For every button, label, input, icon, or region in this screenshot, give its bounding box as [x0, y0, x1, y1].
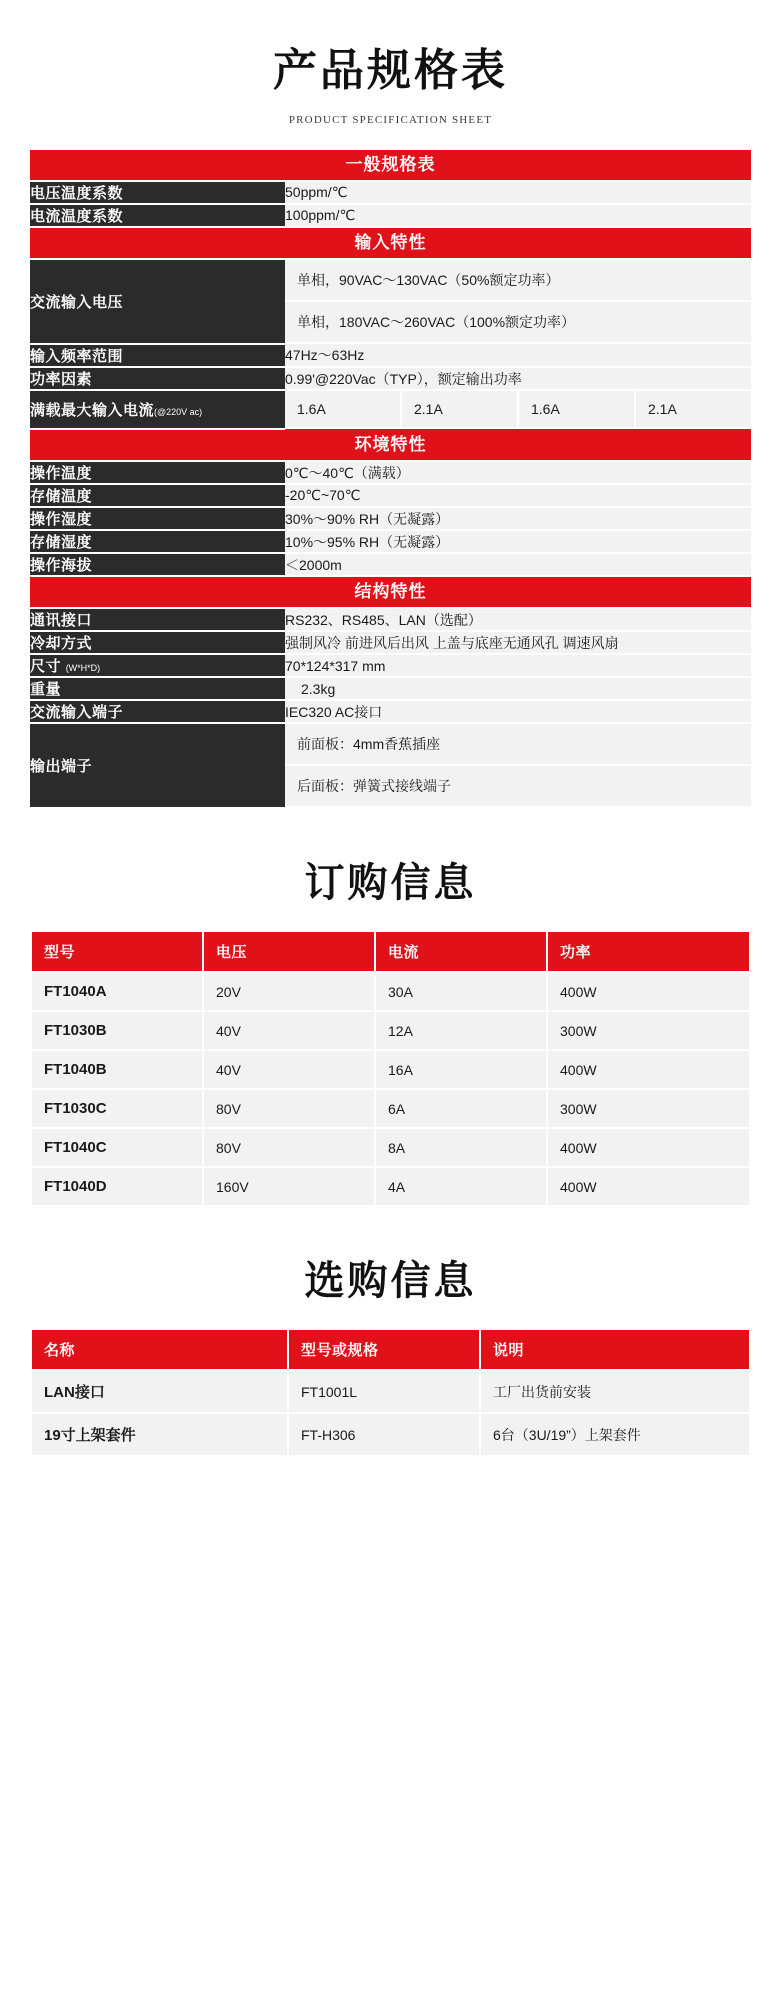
cell-model: FT1040D — [32, 1168, 202, 1205]
spec-value: 2.1A — [402, 391, 519, 429]
cell-voltage: 160V — [204, 1168, 374, 1205]
spec-label: 输入频率范围 — [30, 344, 285, 367]
column-header: 名称 — [32, 1330, 287, 1369]
cell-current: 12A — [376, 1012, 546, 1049]
cell-current: 8A — [376, 1129, 546, 1166]
cell-voltage: 80V — [204, 1090, 374, 1127]
spec-row — [30, 344, 751, 367]
spec-label-with-note — [30, 390, 285, 429]
spec-row — [30, 462, 751, 484]
spec-value: 10%～95% RH（无凝露） — [285, 530, 751, 553]
cell-model: FT1030B — [32, 1012, 202, 1049]
cell-power: 300W — [548, 1090, 749, 1127]
spec-value: 单相，180VAC～260VAC（100%额定功率） — [285, 302, 751, 344]
cell-voltage: 20V — [204, 973, 374, 1010]
spec-value: 50ppm/℃ — [285, 182, 751, 204]
option-table — [30, 1328, 751, 1457]
spec-value: RS232、RS485、LAN（选配） — [285, 609, 751, 631]
spec-label: 操作海拔 — [30, 553, 285, 576]
spec-row — [30, 484, 751, 507]
spec-label: 重量 — [30, 677, 285, 700]
spec-label: 电流温度系数 — [30, 204, 285, 227]
cell-current: 6A — [376, 1090, 546, 1127]
spec-value: 2.1A — [636, 391, 751, 429]
spec-value: 100ppm/℃ — [285, 204, 751, 227]
spec-label: 存储温度 — [30, 484, 285, 507]
spec-value: 单相，90VAC～130VAC（50%额定功率） — [285, 260, 751, 302]
spec-row — [30, 609, 751, 631]
cell-power: 300W — [548, 1012, 749, 1049]
spec-label-note: (W*H*D) — [65, 663, 101, 673]
order-section-title: 订购信息 — [304, 860, 477, 906]
spec-label: 电压温度系数 — [30, 182, 285, 204]
table-row — [32, 1012, 749, 1049]
spec-value: 前面板：4mm香蕉插座 — [285, 724, 751, 766]
spec-label: 输出端子 — [30, 723, 285, 808]
cell-power: 400W — [548, 1129, 749, 1166]
spec-value: 1.6A — [285, 391, 402, 429]
table-row — [32, 1414, 749, 1455]
section-band-row — [30, 150, 751, 180]
section-band-environment: 环境特性 — [30, 429, 751, 460]
cell-power: 400W — [548, 1168, 749, 1205]
page-title: 产品规格表 — [273, 45, 508, 96]
column-header: 电流 — [376, 932, 546, 971]
spec-row — [30, 530, 751, 553]
table-row — [32, 1168, 749, 1205]
spec-row — [30, 182, 751, 204]
spec-row — [30, 204, 751, 227]
table-header-row — [32, 1330, 749, 1369]
section-band-general: 一般规格表 — [30, 150, 751, 180]
spec-row — [30, 507, 751, 530]
cell-current: 16A — [376, 1051, 546, 1088]
table-row — [32, 1371, 749, 1412]
cell-current: 4A — [376, 1168, 546, 1205]
spec-value-stack — [285, 260, 751, 344]
spec-value: ＜2000m — [285, 553, 751, 576]
spec-row — [30, 553, 751, 576]
spec-value: 强制风冷 前进风后出风 上盖与底座无通风孔 调速风扇 — [285, 631, 751, 654]
spec-row — [30, 260, 751, 344]
column-header: 说明 — [481, 1330, 749, 1369]
spec-row — [30, 677, 751, 700]
column-header: 型号或规格 — [289, 1330, 479, 1369]
cell-current: 30A — [376, 973, 546, 1010]
spec-value-stack — [285, 723, 751, 808]
spec-value: -20℃~70℃ — [285, 484, 751, 507]
spec-label: 交流输入端子 — [30, 700, 285, 723]
table-row — [32, 1090, 749, 1127]
cell-model: FT-H306 — [289, 1414, 479, 1455]
table-row — [32, 973, 749, 1010]
cell-voltage: 40V — [204, 1012, 374, 1049]
spec-value: 2.3kg — [285, 677, 751, 700]
cell-model: FT1001L — [289, 1371, 479, 1412]
section-band-row — [30, 429, 751, 460]
spec-label: 存储湿度 — [30, 530, 285, 553]
spec-label: 冷却方式 — [30, 631, 285, 654]
section-band-structure: 结构特性 — [30, 576, 751, 607]
page-subtitle: PRODUCT SPECIFICATION SHEET — [288, 114, 493, 126]
spec-label: 功率因素 — [30, 367, 285, 390]
cell-description: 6台（3U/19”）上架套件 — [481, 1414, 749, 1455]
spec-value: 30%～90% RH（无凝露） — [285, 507, 751, 530]
table-row — [32, 1051, 749, 1088]
cell-description: 工厂出货前安装 — [481, 1371, 749, 1412]
spec-label: 交流输入电压 — [30, 260, 285, 344]
cell-power: 400W — [548, 973, 749, 1010]
spec-value: 47Hz～63Hz — [285, 344, 751, 367]
spec-label-with-note — [30, 654, 285, 677]
spec-row — [30, 723, 751, 808]
spec-label-text: 尺寸 — [30, 658, 62, 675]
cell-voltage: 80V — [204, 1129, 374, 1166]
column-header: 型号 — [32, 932, 202, 971]
spec-label: 操作湿度 — [30, 507, 285, 530]
spec-row — [30, 367, 751, 390]
section-band-row — [30, 576, 751, 607]
spec-row — [30, 390, 751, 429]
spec-label-text: 满载最大输入电流 — [30, 402, 155, 419]
column-header: 功率 — [548, 932, 749, 971]
spec-value: 70*124*317 mm — [285, 654, 751, 677]
section-band-input: 输入特性 — [30, 227, 751, 258]
spec-value: IEC320 AC接口 — [285, 700, 751, 723]
cell-name: 19寸上架套件 — [32, 1414, 287, 1455]
spec-label-note: (@220V ac) — [154, 407, 203, 417]
spec-label: 通讯接口 — [30, 609, 285, 631]
spec-value: 后面板：弹簧式接线端子 — [285, 766, 751, 808]
cell-model: FT1030C — [32, 1090, 202, 1127]
option-section-title: 选购信息 — [304, 1258, 477, 1304]
spec-value: 1.6A — [519, 391, 636, 429]
spec-row — [30, 654, 751, 677]
spec-label: 操作温度 — [30, 462, 285, 484]
cell-model: FT1040B — [32, 1051, 202, 1088]
cell-model: FT1040A — [32, 973, 202, 1010]
table-row — [32, 1129, 749, 1166]
cell-name: LAN接口 — [32, 1371, 287, 1412]
spec-value: 0.99'@220Vac（TYP），额定输出功率 — [285, 367, 751, 390]
column-header: 电压 — [204, 932, 374, 971]
spec-row — [30, 631, 751, 654]
table-header-row — [32, 932, 749, 971]
specification-table — [30, 150, 751, 809]
cell-model: FT1040C — [32, 1129, 202, 1166]
spec-value: 0℃～40℃（满载） — [285, 462, 751, 484]
spec-value-columns — [285, 390, 751, 429]
section-band-row — [30, 227, 751, 258]
cell-voltage: 40V — [204, 1051, 374, 1088]
spec-row — [30, 700, 751, 723]
cell-power: 400W — [548, 1051, 749, 1088]
order-table — [30, 930, 751, 1207]
